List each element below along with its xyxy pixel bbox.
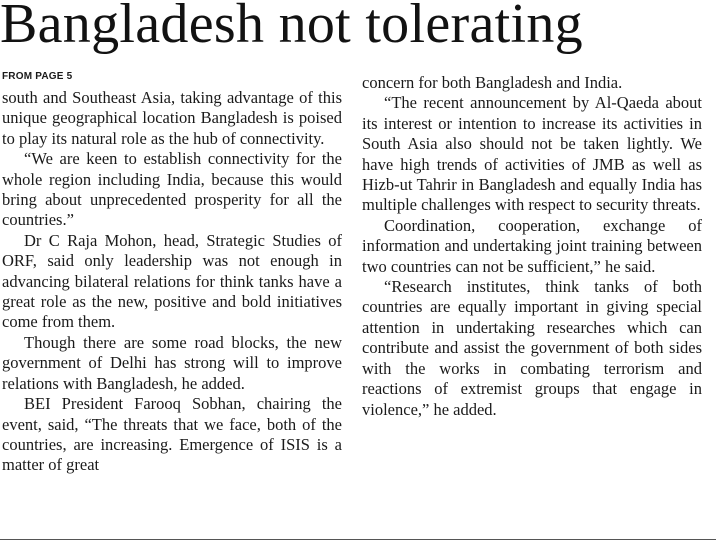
paragraph: “Research institutes, think tanks of both countries are equally important in giving special attention in undertaking researches which can contribute and assist the government of both sides with the works in combating terrorism and reactions of extremist groups that engage in violence,” he added. xyxy=(362,277,702,419)
paragraph: south and Southeast Asia, taking advantage of this unique geographical location Bangladesh is poised to play its natural role as the hub of connectivity. xyxy=(2,88,342,148)
bottom-divider xyxy=(0,539,716,540)
paragraph: Dr C Raja Mohon, head, Strategic Studies of ORF, said only leadership was not enough in advancing bilateral relations for think tanks have a great role as the new, positive and bold initiatives come from them. xyxy=(2,230,342,332)
paragraph: BEI President Farooq Sobhan, chairing the event, said, “The threats that we face, both of the countries, are increasing. Emergence of ISIS is a matter of great xyxy=(2,394,342,475)
paragraph: Coordination, cooperation, exchange of information and undertaking joint training between two countries can not be sufficient,” he said. xyxy=(362,215,702,276)
article-column-left xyxy=(2,88,342,476)
paragraph: concern for both Bangladesh and India. xyxy=(362,73,623,92)
headline: Bangladesh not tolerating xyxy=(0,0,583,55)
paragraph: Though there are some road blocks, the new government of Delhi has strong will to improve relations with Bangladesh, he added. xyxy=(2,332,342,393)
article-column-right xyxy=(362,73,702,420)
paragraph: “We are keen to establish connectivity for the whole region including India, because this would bring about unprecedented prosperity for all the countries.” xyxy=(2,149,342,230)
paragraph: “The recent announcement by Al-Qaeda about its interest or intention to increase its activities in South Asia also should not be taken lightly. We have high trends of activities of JMB as well as Hizb-ut Tahrir in Bangladesh and equally India has multiple challenges with respect to security threats. xyxy=(362,93,702,215)
continued-from-label: FROM PAGE 5 xyxy=(2,71,73,82)
